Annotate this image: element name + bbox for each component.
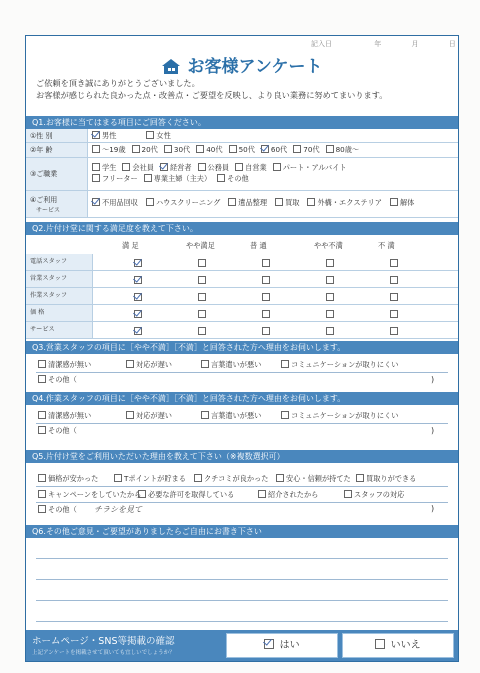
age-option-0-checkbox[interactable]: [92, 145, 100, 153]
publish-consent-note: 上記アンケートを掲載させて頂いても宜しいでしょうか？: [32, 650, 175, 656]
age-option-4-label: 50代: [238, 145, 255, 154]
q6-line3: [36, 600, 448, 601]
service-option-2[interactable]: [228, 197, 267, 208]
q5-row1-option-4-label: 買取りができる: [366, 474, 417, 483]
q5-row2-option-0[interactable]: [38, 490, 141, 500]
q5-other-answer: チラシを見て: [94, 505, 142, 514]
q3-option-2-label: 言葉遣いが悪い: [211, 360, 262, 369]
q4-other-checkbox[interactable]: [38, 426, 46, 434]
q2-rating-checkbox[interactable]: [198, 259, 206, 267]
q1-title: Q1.お客様に当てはまる項目にご回答ください。: [26, 116, 458, 129]
q5-other: その他（: [38, 505, 77, 515]
q3-option-3[interactable]: [281, 360, 398, 370]
date-field: 記入日 年 月 日: [311, 40, 456, 48]
job-option-8-checkbox[interactable]: [217, 174, 225, 182]
job-option-2[interactable]: [160, 162, 192, 173]
q2-title: Q2.片付け堂に関する満足度を教えて下さい。: [26, 222, 458, 235]
job-option-1-checkbox[interactable]: [122, 163, 130, 171]
job-option-1-label: 会社員: [132, 163, 154, 172]
q4-option-1-checkbox[interactable]: [126, 411, 134, 419]
q4-close-paren: ): [431, 426, 435, 435]
q6-line2: [36, 579, 448, 580]
q5-row2-option-1-checkbox[interactable]: [138, 490, 146, 498]
q2-rating-checkbox[interactable]: [390, 310, 398, 318]
age-option-5-checkbox[interactable]: [261, 145, 269, 153]
q4-option-2-checkbox[interactable]: [201, 411, 209, 419]
age-option-6-checkbox[interactable]: [293, 145, 301, 153]
q3-option-2[interactable]: [201, 360, 261, 370]
gender-option-0[interactable]: [92, 130, 116, 141]
q5-row2-option-3-checkbox[interactable]: [344, 490, 352, 498]
service-options: [92, 191, 454, 208]
job-option-3-label: 公務員: [207, 163, 230, 172]
job-option-1[interactable]: [122, 162, 154, 173]
service-option-0-label: 不用品回収: [102, 198, 138, 207]
q3-option-1[interactable]: [126, 360, 172, 370]
q5-row1-option-3-checkbox[interactable]: [276, 474, 284, 482]
q4-option-2-label: 言葉遣いが悪い: [211, 411, 262, 420]
q5-row2-option-0-checkbox[interactable]: [38, 490, 46, 498]
q2-rating-checkbox[interactable]: [326, 310, 334, 318]
q4-option-3[interactable]: [281, 411, 398, 421]
age-option-0[interactable]: [92, 144, 126, 155]
q3-other: その他（: [38, 375, 77, 385]
q5-row2-option-1[interactable]: [138, 490, 234, 500]
age-option-2-checkbox[interactable]: [164, 145, 172, 153]
service-option-5-checkbox[interactable]: [390, 198, 398, 206]
q2-column-3: やや不満: [314, 241, 343, 250]
page-title: お客様アンケート: [26, 52, 458, 77]
service-option-3-label: 買取: [285, 198, 300, 207]
job-option-6[interactable]: [92, 173, 138, 184]
q4-option-3-label: コミュニケーションが取りにくい: [291, 411, 399, 420]
house-icon: [162, 59, 180, 74]
q2-rating-checkbox[interactable]: [390, 276, 398, 284]
age-option-5-label: 60代: [270, 145, 288, 154]
q2-column-0: 満 足: [122, 241, 139, 250]
age-option-1-label: 20代: [141, 145, 158, 154]
q2-rating-checkbox[interactable]: [198, 293, 206, 301]
q5-row1-option-4[interactable]: [356, 474, 416, 484]
q4-option-1[interactable]: [126, 411, 172, 421]
job-option-7-checkbox[interactable]: [144, 174, 152, 182]
age-option-3[interactable]: [196, 144, 222, 155]
job-row: [26, 158, 458, 191]
q5-row1-option-3[interactable]: [276, 474, 351, 484]
q2-rating-checkbox[interactable]: [326, 293, 334, 301]
q2-rating-checkbox[interactable]: [198, 276, 206, 284]
q4-title: Q4.作業スタッフの項目に［やや不満］［不満］と回答された方へ理由をお伺いします。: [26, 392, 458, 405]
q6-title: Q6.その他ご意見・ご要望がありましたらご自由にお書き下さい: [26, 525, 458, 538]
q2-rating-checkbox[interactable]: [262, 327, 270, 335]
q2-rating-checkbox[interactable]: [134, 327, 142, 335]
gender-option-1-label: 女性: [156, 131, 171, 140]
gender-option-0-checkbox[interactable]: [92, 131, 100, 139]
q5-row2-option-2[interactable]: [258, 490, 318, 500]
q5-divider1: [36, 486, 448, 487]
job-option-5-checkbox[interactable]: [273, 163, 281, 171]
q3-divider: [36, 372, 448, 373]
gender-label: ①性 別: [26, 129, 88, 142]
gender-option-1-checkbox[interactable]: [146, 131, 154, 139]
gender-row: [26, 129, 458, 143]
q4-other: その他（: [38, 426, 77, 436]
q2-rating-checkbox[interactable]: [134, 293, 142, 301]
service-option-1[interactable]: [146, 197, 220, 208]
q2-rating-checkbox[interactable]: [134, 310, 142, 318]
yes-option[interactable]: はい: [226, 633, 338, 658]
q5-row1-option-1-checkbox[interactable]: [114, 474, 122, 482]
q3-option-2-checkbox[interactable]: [201, 360, 209, 368]
job-label: ③ご職業: [26, 158, 88, 190]
q2-rating-checkbox[interactable]: [134, 259, 142, 267]
age-option-3-checkbox[interactable]: [196, 145, 204, 153]
q6-line1: [36, 558, 448, 559]
q3-title: Q3.営業スタッフの項目に［やや不満］［不満］と回答された方へ理由をお伺いします。: [26, 341, 458, 354]
service-option-0-checkbox[interactable]: [92, 198, 100, 206]
intro-text: ご依頼を頂き誠にありがとうございました。 お客様が感じられた良かった点・改善点・ご要望を反映し、より良い業務に努めてまいります。: [36, 78, 388, 100]
q2-row: [26, 288, 458, 305]
q2-column-1: やや満足: [186, 241, 215, 250]
age-option-6[interactable]: [293, 144, 319, 155]
q2-rating-checkbox[interactable]: [326, 327, 334, 335]
job-option-2-label: 経営者: [169, 163, 192, 172]
q3-option-0-checkbox[interactable]: [38, 360, 46, 368]
q5-row2-option-0-label: キャンペーンをしていたから: [48, 490, 142, 499]
q5-row2-option-3-label: スタッフの対応: [354, 490, 405, 499]
q5-row1-option-1[interactable]: [114, 474, 186, 484]
age-label: ②年 齢: [26, 143, 88, 157]
q2-row-label: サービス: [26, 322, 93, 338]
q5-row2-option-3[interactable]: [344, 490, 404, 500]
q2-row-label: 電話スタッフ: [26, 254, 93, 270]
q3-option-1-label: 対応が遅い: [136, 360, 172, 369]
job-option-8-label: その他: [227, 174, 249, 183]
service-option-3[interactable]: [275, 197, 299, 208]
q5-other-checkbox[interactable]: [38, 505, 46, 513]
q2-column-4: 不 満: [378, 241, 395, 250]
q5-row1-option-0-label: 価格が安かった: [48, 474, 99, 483]
service-option-5[interactable]: [390, 197, 414, 208]
survey-sheet: [25, 35, 459, 662]
q5-title: Q5.片付け堂をご利用いただいた理由を教えて下さい（※複数選択可）: [26, 450, 458, 463]
age-option-1[interactable]: [132, 144, 158, 155]
q2-row-label: 作業スタッフ: [26, 288, 93, 304]
q3-option-0-label: 清潔感が無い: [48, 360, 92, 369]
q5-row2-option-2-label: 紹介されたから: [268, 490, 319, 499]
job-option-4-label: 自営業: [245, 163, 267, 172]
gender-options: [92, 129, 454, 141]
service-row: [26, 191, 458, 218]
age-option-7[interactable]: [326, 144, 360, 155]
job-option-5-label: パート・アルバイト: [282, 163, 347, 172]
service-option-4[interactable]: [307, 197, 381, 208]
job-option-4[interactable]: [235, 162, 267, 173]
q5-row2-option-1-label: 必要な許可を取得している: [148, 490, 235, 499]
age-option-4[interactable]: [229, 144, 255, 155]
q3-other-checkbox[interactable]: [38, 375, 46, 383]
age-options: [92, 143, 454, 155]
q2-row: [26, 271, 458, 288]
service-option-1-checkbox[interactable]: [146, 198, 154, 206]
job-option-0-checkbox[interactable]: [92, 163, 100, 171]
age-option-0-label: ～19歳: [102, 145, 126, 154]
q5-close-paren: ): [431, 504, 435, 513]
q3-option-3-label: コミュニケーションが取りにくい: [291, 360, 399, 369]
q2-rating-checkbox[interactable]: [326, 259, 334, 267]
q2-rating-checkbox[interactable]: [198, 327, 206, 335]
q4-option-3-checkbox[interactable]: [281, 411, 289, 419]
q4-divider: [36, 423, 448, 424]
job-option-3-checkbox[interactable]: [198, 163, 206, 171]
job-option-4-checkbox[interactable]: [235, 163, 243, 171]
q5-row1-option-1-label: Tポイントが貯まる: [124, 474, 186, 483]
q5-row1-option-4-checkbox[interactable]: [356, 474, 364, 482]
q2-row: [26, 305, 458, 322]
q5-row1-option-2-checkbox[interactable]: [194, 474, 202, 482]
job-option-7[interactable]: [144, 173, 212, 184]
q2-rating-checkbox[interactable]: [262, 310, 270, 318]
q3-option-3-checkbox[interactable]: [281, 360, 289, 368]
q5-row1-option-2-label: クチコミが良かった: [204, 474, 269, 483]
job-option-0-label: 学生: [102, 163, 117, 172]
q4-option-0-checkbox[interactable]: [38, 411, 46, 419]
q2-rating-checkbox[interactable]: [390, 327, 398, 335]
q2-rating-checkbox[interactable]: [262, 259, 270, 267]
q2-rating-checkbox[interactable]: [134, 276, 142, 284]
q2-rating-checkbox[interactable]: [390, 259, 398, 267]
q6-line4: [36, 621, 448, 622]
service-option-4-checkbox[interactable]: [307, 198, 315, 206]
service-option-5-label: 解体: [399, 198, 415, 207]
q2-rating-checkbox[interactable]: [326, 276, 334, 284]
q2-rating-checkbox[interactable]: [390, 293, 398, 301]
publish-consent-bar: [26, 630, 458, 661]
job-option-0[interactable]: [92, 162, 116, 173]
gender-option-1[interactable]: [146, 130, 170, 141]
q4-option-0-label: 清潔感が無い: [48, 411, 92, 420]
q5-row1-option-0[interactable]: [38, 474, 98, 484]
age-option-7-checkbox[interactable]: [326, 145, 334, 153]
job-option-2-checkbox[interactable]: [160, 163, 168, 171]
no-option[interactable]: いいえ: [342, 633, 454, 658]
age-option-5[interactable]: [261, 144, 287, 155]
q2-rating-checkbox[interactable]: [262, 293, 270, 301]
publish-consent-title: ホームページ・SNS等掲載の確認: [32, 636, 175, 647]
q2-row: [26, 254, 458, 271]
q3-option-1-checkbox[interactable]: [126, 360, 134, 368]
q5-divider2: [36, 502, 448, 503]
service-option-2-checkbox[interactable]: [228, 198, 236, 206]
q2-row: [26, 322, 458, 339]
service-label: ④ご利用 サービス: [26, 191, 88, 217]
job-option-6-checkbox[interactable]: [92, 174, 100, 182]
age-option-6-label: 70代: [303, 145, 320, 154]
service-option-3-checkbox[interactable]: [275, 198, 283, 206]
service-option-0[interactable]: [92, 197, 138, 208]
job-options: [92, 158, 454, 184]
age-option-2-label: 30代: [173, 145, 191, 154]
job-option-3[interactable]: [198, 162, 230, 173]
service-option-4-label: 外構・エクステリア: [317, 198, 382, 207]
no-checkbox[interactable]: [375, 639, 385, 649]
job-option-8[interactable]: [217, 173, 249, 184]
age-option-3-label: 40代: [206, 145, 223, 154]
q5-row1-option-3-label: 安心・信頼が持てた: [286, 474, 351, 483]
q2-rating-checkbox[interactable]: [262, 276, 270, 284]
q2-row-label: 価 格: [26, 305, 93, 321]
job-option-6-label: フリーター: [102, 174, 138, 183]
q5-row1-option-2[interactable]: [194, 474, 268, 484]
q5-row1-option-0-checkbox[interactable]: [38, 474, 46, 482]
q4-option-1-label: 対応が遅い: [136, 411, 172, 420]
q2-column-2: 普 通: [250, 241, 267, 250]
age-option-2[interactable]: [164, 144, 190, 155]
gender-option-0-label: 男性: [102, 131, 117, 140]
age-option-4-checkbox[interactable]: [229, 145, 237, 153]
yes-checkbox[interactable]: [264, 639, 274, 649]
q2-row-label: 営業スタッフ: [26, 271, 93, 287]
q3-close-paren: ): [431, 375, 435, 384]
q4-option-2[interactable]: [201, 411, 261, 421]
service-option-1-label: ハウスクリーニング: [155, 198, 221, 207]
job-option-7-label: 専業主婦（主夫）: [153, 174, 212, 183]
q4-option-0[interactable]: [38, 411, 91, 421]
q2-rating-checkbox[interactable]: [198, 310, 206, 318]
age-option-7-label: 80歳～: [335, 145, 360, 154]
service-option-2-label: 遺品整理: [238, 198, 268, 207]
age-option-1-checkbox[interactable]: [132, 145, 140, 153]
q3-option-0[interactable]: [38, 360, 91, 370]
age-row: [26, 143, 458, 158]
job-option-5[interactable]: [273, 162, 347, 173]
q5-row2-option-2-checkbox[interactable]: [258, 490, 266, 498]
